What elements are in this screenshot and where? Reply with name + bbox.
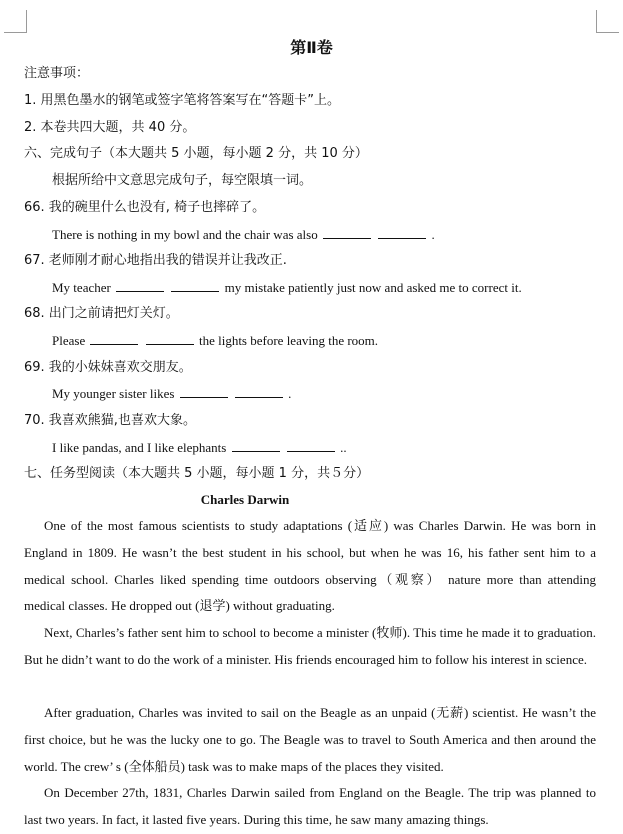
note-item-1: 1. 用黑色墨水的钢笔或签字笔将答案写在“答题卡”上。 — [24, 93, 341, 108]
passage-paragraph: Next, Charles’s father sent him to school to become a minister (牧师). This time he made it to graduation. But he didn’t want to do the work of a minister. His friends encouraged him to follow his interest in science. — [24, 625, 596, 667]
question-69-english — [52, 386, 291, 402]
question-66-end: . — [431, 227, 435, 242]
question-66-text: There is nothing in my bowl and the chair was also — [52, 227, 318, 242]
question-68-text: Please — [52, 333, 86, 348]
answer-blank[interactable] — [116, 280, 164, 292]
question-66-chinese: 66. 我的碗里什么也没有, 椅子也摔碎了。 — [24, 200, 266, 215]
answer-blank[interactable] — [287, 440, 335, 452]
section6-instruction: 根据所给中文意思完成句子，每空限填一词。 — [52, 173, 313, 188]
question-66-english — [52, 227, 435, 243]
question-70-end: .. — [340, 440, 347, 455]
question-67-text: My teacher — [52, 280, 111, 295]
question-67-english — [52, 280, 522, 296]
section6-heading: 六、完成句子（本大题共 5 小题，每小题 2 分，共 10 分） — [24, 146, 368, 161]
passage-paragraph: One of the most famous scientists to study adaptations (适应) was Charles Darwin. He was born in England in 1809. He wasn’t the best student in his school, but when he was 16, his father sent him to a medical school. Charles liked spending time outdoors observing（观察） nature more than attending medical classes. He dropped out (退学) without graduating. — [24, 518, 596, 614]
section7-heading: 七、任务型阅读（本大题共 5 小题，每小题 1 分，共５分） — [24, 466, 370, 481]
corner-mark-right — [596, 10, 619, 33]
question-70-chinese: 70. 我喜欢熊猫,也喜欢大象。 — [24, 413, 196, 428]
answer-blank[interactable] — [171, 280, 219, 292]
answer-blank[interactable] — [235, 386, 283, 398]
note-item-2: 2. 本卷共四大题，共 40 分。 — [24, 120, 196, 135]
passage-title: Charles Darwin — [200, 492, 290, 507]
question-69-end: . — [288, 386, 292, 401]
passage-paragraph: On December 27th, 1831, Charles Darwin sailed from England on the Beagle. The trip was planned to last two years. In fact, it lasted five years. During this time, he saw many amazing things. — [24, 785, 596, 827]
corner-mark-left — [4, 10, 27, 33]
question-67-chinese: 67. 老师刚才耐心地指出我的错误并让我改正. — [24, 253, 287, 268]
answer-blank[interactable] — [232, 440, 280, 452]
question-67-end: my mistake patiently just now and asked me to correct it. — [224, 280, 522, 295]
question-70-text: I like pandas, and I like elephants — [52, 440, 227, 455]
passage-paragraph: After graduation, Charles was invited to sail on the Beagle as an unpaid (无薪) scientist. He wasn’t the first choice, but he was the lucky one to go. The Beagle was to travel to South America and then around the world. The crew’ s (全体船员) task was to make maps of the places they visited. — [24, 705, 596, 774]
answer-blank[interactable] — [378, 227, 426, 239]
answer-blank[interactable] — [180, 386, 228, 398]
notes-heading: 注意事项： — [24, 66, 90, 81]
answer-blank[interactable] — [323, 227, 371, 239]
page-title: 第Ⅱ卷 — [290, 38, 333, 57]
question-68-end: the lights before leaving the room. — [198, 333, 379, 348]
question-68-english — [52, 333, 378, 349]
question-70-english — [52, 440, 347, 456]
answer-blank[interactable] — [146, 333, 194, 345]
question-68-chinese: 68. 出门之前请把灯关灯。 — [24, 306, 179, 321]
question-69-text: My younger sister likes — [52, 386, 175, 401]
answer-blank[interactable] — [90, 333, 138, 345]
question-69-chinese: 69. 我的小妹妹喜欢交朋友。 — [24, 360, 192, 375]
